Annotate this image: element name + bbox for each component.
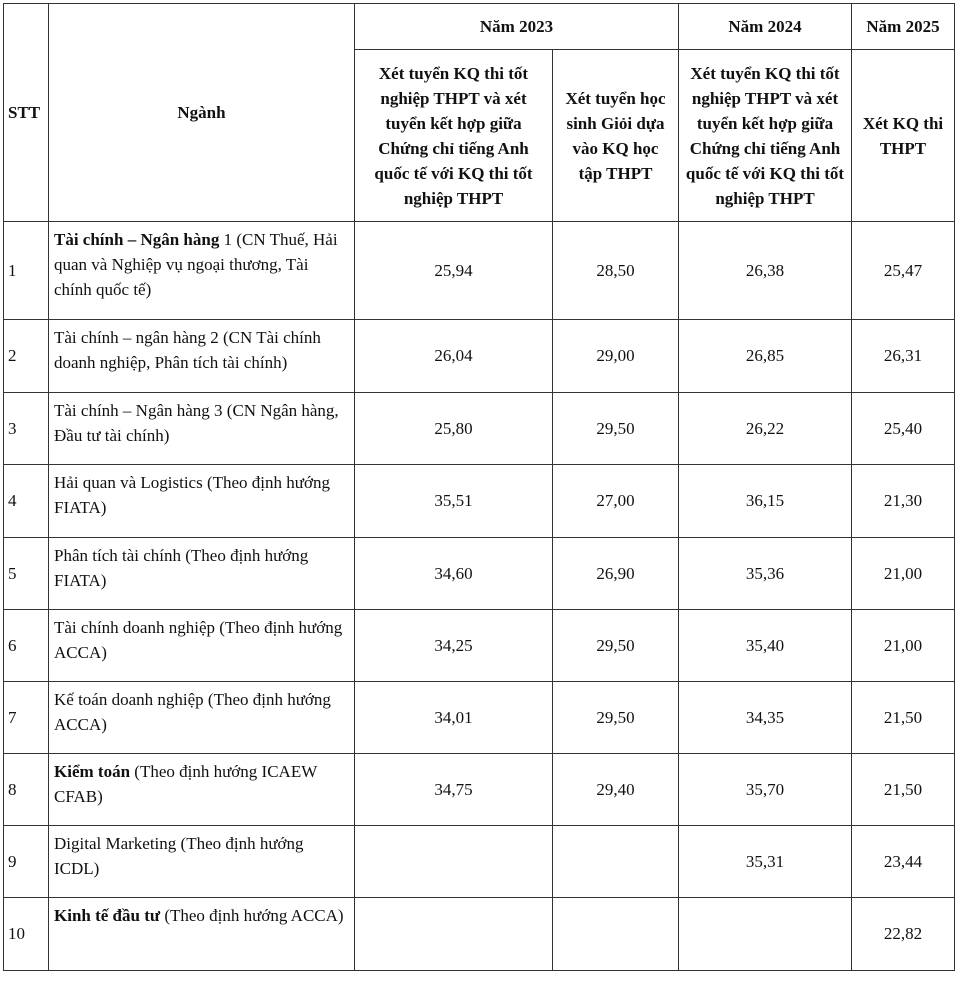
row-score-4: 21,00 <box>852 538 955 610</box>
row-score-2: 29,50 <box>553 682 679 754</box>
table-row <box>4 898 955 971</box>
row-nganh <box>49 682 355 754</box>
row-nganh <box>49 222 355 320</box>
table-row <box>4 682 955 754</box>
row-nganh <box>49 610 355 682</box>
row-nganh-text: (Theo định hướng ACCA) <box>160 906 344 925</box>
row-score-3: 34,35 <box>679 682 852 754</box>
row-nganh <box>49 898 355 971</box>
row-score-3 <box>679 898 852 971</box>
row-stt: 1 <box>4 222 49 320</box>
table-row <box>4 320 955 393</box>
row-score-2: 28,50 <box>553 222 679 320</box>
header-method-2025-thpt: Xét KQ thi THPT <box>852 50 955 222</box>
row-score-3: 35,36 <box>679 538 852 610</box>
row-score-2 <box>553 826 679 898</box>
row-score-1: 34,25 <box>355 610 553 682</box>
row-nganh-text: Tài chính – Ngân hàng 3 (CN Ngân hàng, Đầu tư tài chính) <box>54 401 339 445</box>
row-score-2: 26,90 <box>553 538 679 610</box>
row-score-4: 21,50 <box>852 754 955 826</box>
admission-score-table <box>3 3 955 971</box>
row-nganh <box>49 320 355 393</box>
row-stt: 3 <box>4 393 49 465</box>
row-nganh <box>49 538 355 610</box>
row-nganh <box>49 754 355 826</box>
row-score-4: 21,00 <box>852 610 955 682</box>
table-row <box>4 538 955 610</box>
row-score-4: 25,40 <box>852 393 955 465</box>
table-row <box>4 754 955 826</box>
row-score-3: 35,70 <box>679 754 852 826</box>
row-nganh-bold: Kinh tế đầu tư <box>54 906 161 925</box>
row-score-2 <box>553 898 679 971</box>
header-stt: STT <box>4 4 49 222</box>
row-nganh <box>49 465 355 538</box>
row-score-3: 35,31 <box>679 826 852 898</box>
row-stt: 9 <box>4 826 49 898</box>
row-nganh-text: Tài chính doanh nghiệp (Theo định hướng ACCA) <box>54 618 343 662</box>
table-body <box>4 222 955 971</box>
row-score-4: 22,82 <box>852 898 955 971</box>
row-score-1: 34,75 <box>355 754 553 826</box>
row-score-3: 26,22 <box>679 393 852 465</box>
row-nganh-text: Digital Marketing (Theo định hướng ICDL) <box>54 834 304 878</box>
row-stt: 4 <box>4 465 49 538</box>
row-score-4: 23,44 <box>852 826 955 898</box>
row-nganh-text: 1 (CN Thuế, Hải quan và Nghiệp vụ ngoại thương, Tài chính quốc tế) <box>54 230 338 299</box>
row-score-1: 34,01 <box>355 682 553 754</box>
header-nganh: Ngành <box>49 4 355 222</box>
row-stt: 6 <box>4 610 49 682</box>
row-stt: 8 <box>4 754 49 826</box>
row-score-4: 25,47 <box>852 222 955 320</box>
row-stt: 7 <box>4 682 49 754</box>
row-nganh <box>49 393 355 465</box>
header-year-2024: Năm 2024 <box>679 4 852 50</box>
row-score-4: 21,30 <box>852 465 955 538</box>
row-score-3: 26,38 <box>679 222 852 320</box>
header-method-2023-combined: Xét tuyển KQ thi tốt nghiệp THPT và xét tuyển kết hợp giữa Chứng chỉ tiếng Anh quốc tế với KQ thi tốt nghiệp THPT <box>355 50 553 222</box>
row-score-4: 26,31 <box>852 320 955 393</box>
row-score-1 <box>355 826 553 898</box>
row-score-3: 35,40 <box>679 610 852 682</box>
row-nganh-text: Phân tích tài chính (Theo định hướng FIATA) <box>54 546 309 590</box>
row-score-2: 27,00 <box>553 465 679 538</box>
row-score-1: 26,04 <box>355 320 553 393</box>
table-row <box>4 222 955 320</box>
row-score-1 <box>355 898 553 971</box>
row-nganh-bold: Tài chính – Ngân hàng <box>54 230 220 249</box>
table-row <box>4 610 955 682</box>
header-method-2023-excellent: Xét tuyển học sinh Giỏi dựa vào KQ học tập THPT <box>553 50 679 222</box>
table-row <box>4 826 955 898</box>
row-score-2: 29,50 <box>553 610 679 682</box>
row-score-4: 21,50 <box>852 682 955 754</box>
row-score-1: 35,51 <box>355 465 553 538</box>
table-row <box>4 393 955 465</box>
row-score-2: 29,40 <box>553 754 679 826</box>
row-stt: 2 <box>4 320 49 393</box>
row-stt: 5 <box>4 538 49 610</box>
row-stt: 10 <box>4 898 49 971</box>
table-row <box>4 465 955 538</box>
header-year-2025: Năm 2025 <box>852 4 955 50</box>
row-nganh-text: Tài chính – ngân hàng 2 (CN Tài chính doanh nghiệp, Phân tích tài chính) <box>54 328 321 372</box>
header-year-2023: Năm 2023 <box>355 4 679 50</box>
header-method-2024-combined: Xét tuyển KQ thi tốt nghiệp THPT và xét tuyển kết hợp giữa Chứng chỉ tiếng Anh quốc tế với KQ thi tốt nghiệp THPT <box>679 50 852 222</box>
row-score-1: 25,94 <box>355 222 553 320</box>
row-score-3: 26,85 <box>679 320 852 393</box>
row-nganh-text: (Theo định hướng ICAEW CFAB) <box>54 762 317 806</box>
row-score-3: 36,15 <box>679 465 852 538</box>
row-nganh-text: Hải quan và Logistics (Theo định hướng FIATA) <box>54 473 330 517</box>
row-score-1: 34,60 <box>355 538 553 610</box>
row-nganh-text: Kế toán doanh nghiệp (Theo định hướng ACCA) <box>54 690 331 734</box>
row-score-2: 29,00 <box>553 320 679 393</box>
row-nganh-bold: Kiểm toán <box>54 762 131 781</box>
row-nganh <box>49 826 355 898</box>
row-score-2: 29,50 <box>553 393 679 465</box>
row-score-1: 25,80 <box>355 393 553 465</box>
